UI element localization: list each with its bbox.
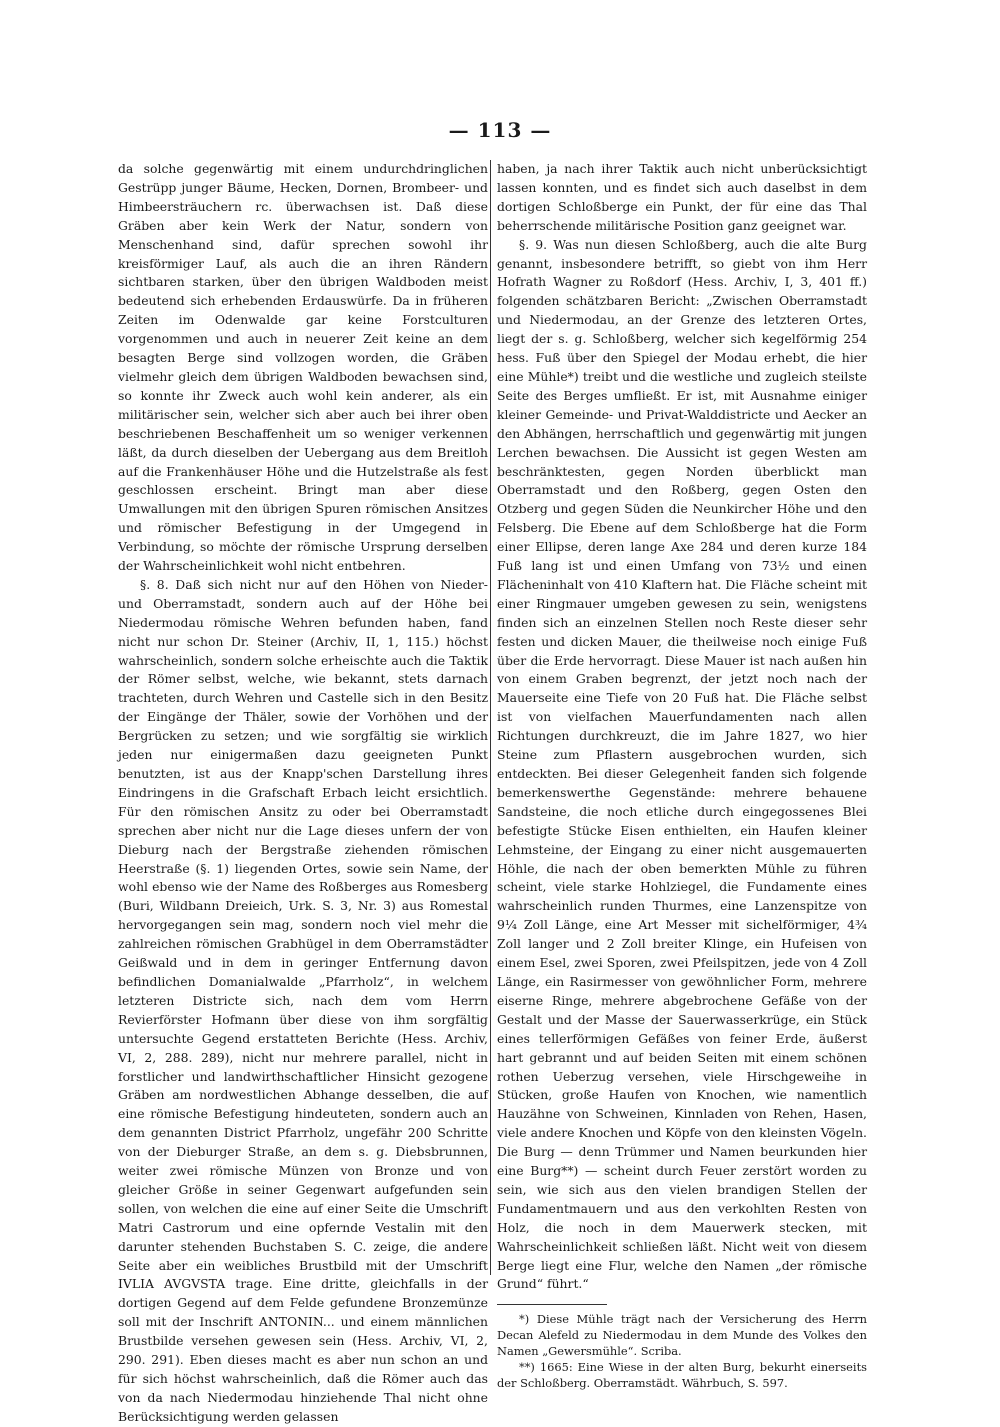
footnote-2: **) 1665: Eine Wiese in der alten Burg, bekurht einerseits der Schloßberg. Oberramstädt. Währbuch, S. 597. (497, 1360, 867, 1391)
right-column (497, 160, 867, 1391)
right-paragraph-1: haben, ja nach ihrer Taktik auch nicht unberücksichtigt lassen konnten, und es findet sich auch daselbst in dem dortigen Schloßberge ein Punkt, der für eine das Thal beherrschende militärische Position ganz geeignet war. (497, 161, 867, 233)
footnote-1: *) Diese Mühle trägt nach der Versicherung des Herrn Decan Alefeld zu Niedermodau in dem Munde des Volkes den Namen „Gewersmühle“. Scriba. (497, 1312, 867, 1359)
left-column (118, 160, 488, 1427)
left-paragraph-1: da solche gegenwärtig mit einem undurchdringlichen Gestrüpp junger Bäume, Hecken, Dornen, Brombeer- und Himbeersträuchern rc. überwachsen ist. Daß diese Gräben aber kein Werk der Natur, sondern von Menschenhand sind, dafür sprechen sowohl ihr kreisförmiger Lauf, als auch die an ihren Rändern sichtbaren starken, über den übrigen Waldboden meist bedeutend sich erhebenden Erdauswürfe. Da in früheren Zeiten im Odenwalde gar keine Forstculturen vorgenommen und auch in neuerer Zeit keine an dem besagten Berge sind vollzogen worden, die Gräben vielmehr gleich dem übrigen Waldboden bewachsen sind, so konnte ihr Zweck auch wohl kein anderer, als ein militärischer sein, welcher sich aber auch bei ihrer oben beschriebenen Beschaffenheit um so weniger verkennen läßt, da durch dieselben der Uebergang aus dem Breitloh auf die Frankenhäuser Höhe und die Hutzelstraße als fest geschlossen erscheint. Bringt man aber diese Umwallungen mit den übrigen Spuren römischen Ansitzes und römischer Befestigung in der Umgegend in Verbindung, so möchte der römische Ursprung derselben der Wahrscheinlichkeit wohl nicht entbehren. (118, 161, 488, 574)
page-number: — 113 — (448, 118, 552, 142)
left-paragraph-2: §. 8. Daß sich nicht nur auf den Höhen von Nieder- und Oberramstadt, sondern auch auf der Höhe bei Niedermodau römische Wehren befunden haben, fand nicht nur schon Dr. Steiner (Archiv, II, 1, 115.) höchst wahrscheinlich, sondern solche erheischte auch die Taktik der Römer selbst, welche, wie bekannt, stets darnach trachteten, durch Wehren und Castelle sich in den Besitz der Eingänge der Thäler, sowie der Vorhöhen und der Bergrücken zu setzen; und wie sorgfältig sie wirklich jeden nur einigermaßen dazu geeigneten Punkt benutzten, ist aus der Knapp'schen Darstellung ihres Eindringens in die Grafschaft Erbach leicht ersichtlich. Für den römischen Ansitz zu oder bei Oberramstadt sprechen aber nicht nur die Lage dieses unfern der von Dieburg nach der Bergstraße ziehenden römischen Heerstraße (§. 1) liegenden Ortes, sowie sein Name, der wohl ebenso wie der Name des Roßberges aus Romesberg (Buri, Wildbann Dreieich, Urk. S. 3, Nr. 3) aus Romestal hervorgegangen sein mag, sondern noch viel mehr die zahlreichen römischen Grabhügel in dem Oberramstädter Geißwald und in dem in geringer Entfernung davon befindlichen Domanialwalde „Pfarrholz“, in welchem letzteren Districte sich, nach dem vom Herrn Revierförster Hofmann über diese von ihm sorgfältig untersuchte Gegend erstatteten Berichte (Hess. Archiv, VI, 2, 288. 289), nicht nur mehrere parallel, nicht in forstlicher und landwirthschaftlicher Hinsicht gezogene Gräben am nordwestlichen Abhange desselben, die auf eine römische Befestigung hindeuteten, sondern auch an dem genannten District Pfarrholz, ungefähr 200 Schritte von der Dieburger Straße, an dem s. g. Diebsbrunnen, weiter zwei römische Münzen von Bronze und von gleicher Größe in seiner Gegenwart aufgefunden sein sollen, von welchen die eine auf einer Seite die Umschrift Matri Castrorum und eine opfernde Vestalin mit den darunter stehenden Buchstaben S. C. zeige, die andere Seite aber ein weibliches Brustbild mit der Umschrift IVLIA AVGVSTA trage. Eine dritte, gleichfalls in der dortigen Gegend auf dem Felde gefundene Bronzemünze soll mit der Inschrift ANTONIN... und einem männlichen Brustbilde versehen gewesen sein (Hess. Archiv, VI, 2, 290. 291). Eben dieses macht es aber nun schon an und für sich höchst wahrscheinlich, daß die Römer auch das von da nach Niedermodau hinziehende Thal nicht ohne Berücksichtigung werden gelassen (118, 576, 488, 1424)
right-paragraph-2: §. 9. Was nun diesen Schloßberg, auch die alte Burg genannt, insbesondere betrifft, so giebt von ihm Herr Hofrath Wagner zu Roßdorf (Hess. Archiv, I, 3, 401 ff.) folgenden schätzbaren Bericht: „Zwischen Oberramstadt und Niedermodau, an der Grenze des letzteren Ortes, liegt der s. g. Schloßberg, welcher sich kegelförmig 254 hess. Fuß über den Spiegel der Modau erhebt, die hier eine Mühle*) treibt und die westliche und zugleich steilste Seite des Berges umfließt. Er ist, mit Ausnahme einiger kleiner Gemeinde- und Privat-Walddistricte und Aecker an den Abhängen, herrschaftlich und gegenwärtig mit jungen Lerchen bewachsen. Die Aussicht ist gegen Westen am beschränktesten, gegen Norden überblickt man Oberramstadt und den Roßberg, gegen Osten den Otzberg und gegen Süden die Neunkircher Höhe und den Felsberg. Die Ebene auf dem Schloßberge hat die Form einer Ellipse, deren lange Axe 284 und deren kurze 184 Fuß lang ist und einen Umfang von 73½ und einen Flächeninhalt von 410 Klaftern hat. Die Fläche scheint mit einer Ringmauer umgeben gewesen zu sein, wenigstens finden sich an einzelnen Stellen noch Reste dieser sehr festen und dicken Mauer, die theilweise noch einige Fuß über die Erde hervorragt. Diese Mauer ist nach außen hin von einem Graben begrenzt, der jetzt noch nach der Mauerseite eine Tiefe von 20 Fuß hat. Die Fläche selbst ist von vielfachen Mauerfundamenten nach allen Richtungen durchkreuzt, die im Jahre 1827, wo hier Steine zum Pflastern ausgebrochen wurden, sich entdeckten. Bei dieser Gelegenheit fanden sich folgende bemerkenswerthe Gegenstände: mehrere behauene Sandsteine, die noch etliche durch eingegossenes Blei befestigte Stücke Eisen enthielten, ein Haufen kleiner Lehmsteine, der Eingang zu einer nicht ausgemauerten Höhle, die nach der oben bemerkten Mühle zu führen scheint, viele starke Hohlziegel, die Fundamente eines wahrscheinlich runden Thurmes, eine Lanzenspitze von 9¼ Zoll Länge, eine Art Messer mit sichelförmiger, 4¾ Zoll langer und 2 Zoll breiter Klinge, ein Hufeisen von einem Esel, zwei Sporen, zwei Pfeilspitzen, jede von 4 Zoll Länge, ein Rasirmesser von gewöhnlicher Form, mehrere eiserne Ringe, mehrere abgebrochene Gefäße von der Gestalt und der Masse der Sauerwasserkrüge, ein Stück eines tellerförmigen Gefäßes von feiner Erde, äußerst hart gebrannt und auf beiden Seiten mit einem schönen rothen Ueberzug versehen, viele Hirschgeweihe in Stücken, große Haufen von Knochen, wie namentlich Hauzähne von Schweinen, Kinnladen von Rehen, Hasen, viele andere Knochen und Köpfe von den kleinsten Vögeln. Die Burg — denn Trümmer und Namen beurkunden hier eine Burg**) — scheint durch Feuer zerstört worden zu sein, wie sich aus den vielen brandigen Stellen der Fundamentmauern und aus den verkohlten Resten von Holz, die noch in dem Mauerwerk stecken, mit Wahrscheinlichkeit schließen läßt. Nicht weit von diesem Berge liegt eine Flur, welche den Namen „der römische Grund“ führt.“ (497, 236, 867, 1292)
column-divider (490, 160, 491, 1275)
footnote-rule (497, 1304, 607, 1305)
